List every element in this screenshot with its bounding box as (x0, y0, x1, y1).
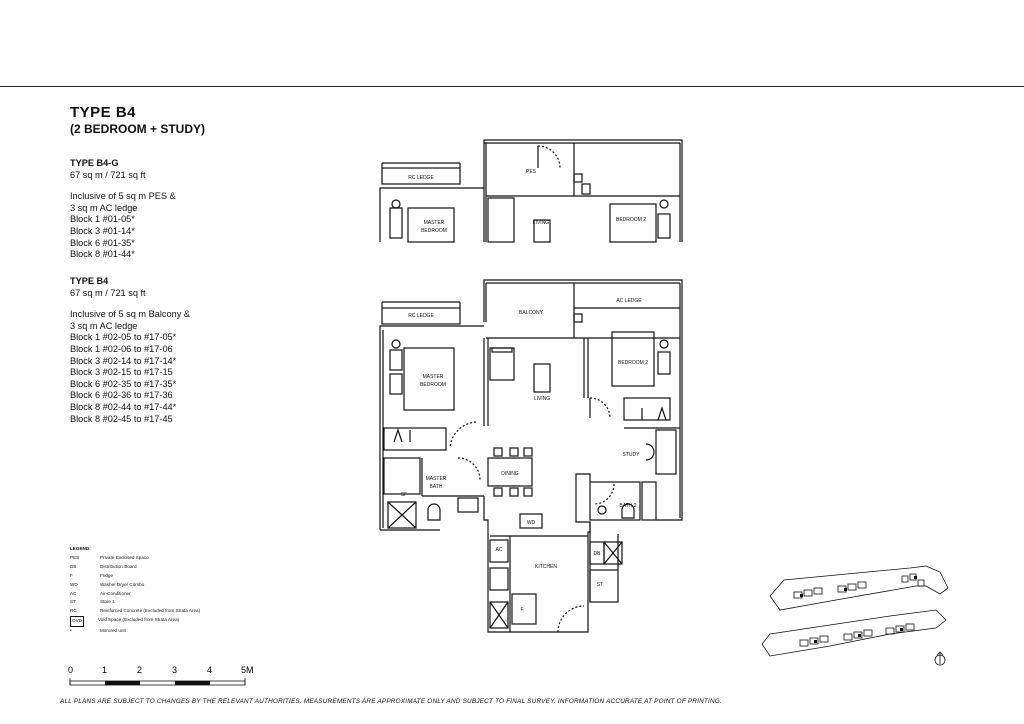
scale-bar (68, 664, 268, 694)
room-label: ST (596, 582, 604, 588)
site-key-plan (740, 560, 956, 670)
floor-plan-b4 (378, 278, 690, 634)
variant-area: 67 sq m / 721 sq ft (70, 287, 146, 298)
block-line: Block 8 #02-44 to #17-44* (70, 401, 177, 412)
legend-title: LEGEND: (70, 546, 91, 551)
legend-item: PES Private Enclosed Space (70, 554, 149, 560)
block-line: Block 1 #02-05 to #17-05* (70, 332, 177, 343)
legend-item: F Fridge (70, 572, 114, 578)
room-label: BEDROOM 2 (615, 217, 647, 223)
scale-label: 3 (172, 665, 178, 675)
room-label: WD (526, 520, 536, 526)
block-line: Block 3 #01-14* (70, 225, 135, 236)
page-title: TYPE B4 (70, 104, 137, 121)
variant-inclusive: Inclusive of 5 sq m Balcony & (70, 309, 191, 320)
variant-inclusive: 3 sq m AC ledge (70, 320, 138, 331)
floor-plan-b4g (378, 138, 690, 244)
block-line: Block 8 #01-44* (70, 249, 135, 260)
block-line: Block 1 #02-06 to #17-06 (70, 343, 173, 354)
room-label: LIVING (532, 220, 550, 226)
room-label: MASTER (425, 476, 447, 482)
room-label: MASTER (423, 220, 445, 226)
room-label: RC LEDGE (408, 175, 434, 181)
variant-inclusive: Inclusive of 5 sq m PES & (70, 191, 176, 202)
room-label: KITCHEN (535, 564, 557, 570)
room-label: PES (525, 169, 537, 175)
legend-item: ST Store 1 (70, 599, 115, 605)
block-line: Block 1 #01-05* (70, 214, 135, 225)
scale-label: 0 (68, 665, 74, 675)
legend-item: • Mirrored unit (70, 628, 126, 634)
legend-item: OVD Void Space (Excluded from Strata Area) (70, 616, 200, 627)
legend-item: WD Washer Dryer Combo (70, 581, 145, 587)
variant-name: TYPE B4-G (70, 158, 119, 168)
scale-label: 2 (137, 665, 143, 675)
page-subtitle: (2 BEDROOM + STUDY) (70, 122, 206, 136)
scale-label: 4 (207, 665, 213, 675)
room-label: MASTER (422, 374, 444, 380)
room-label: BALCONY (519, 310, 543, 316)
room-label: BEDROOM 2 (617, 360, 649, 366)
room-label: RC LEDGE (408, 313, 434, 319)
legend-item: DB Distribution Board (70, 563, 137, 569)
block-line: Block 3 #02-15 to #17-15 (70, 367, 173, 378)
legend-item: RC Reinforced Concrete (Excluded from Strata Area) (70, 608, 201, 614)
room-label: F (520, 607, 524, 613)
variant-area: 67 sq m / 721 sq ft (70, 169, 146, 180)
header-divider (0, 86, 1024, 87)
variant-b4-info (70, 276, 190, 425)
block-line: Block 3 #02-14 to #17-14* (70, 355, 177, 366)
variant-name: TYPE B4 (70, 276, 109, 286)
room-label: SF (400, 492, 408, 498)
block-line: Block 6 #01-35* (70, 237, 135, 248)
room-label: BEDROOM (421, 228, 447, 234)
block-line: Block 8 #02-45 to #17-45 (70, 413, 173, 424)
variant-inclusive: 3 sq m AC ledge (70, 202, 138, 213)
scale-label: 5M (241, 665, 254, 675)
room-label: STUDY (622, 452, 640, 458)
room-label: BEDROOM (420, 382, 446, 388)
scale-label: 1 (102, 665, 108, 675)
room-label: AC LEDGE (616, 298, 642, 304)
block-line: Block 6 #02-35 to #17-35* (70, 378, 177, 389)
room-label: BATH 2 (619, 503, 637, 509)
room-label: DB (593, 551, 601, 557)
legend (70, 545, 200, 636)
variant-b4g-info (70, 158, 176, 261)
block-line: Block 6 #02-36 to #17-36 (70, 390, 173, 401)
room-label: LIVING (533, 396, 551, 402)
room-label: DINING (501, 471, 519, 477)
legend-item: AC Air-Conditioner (70, 590, 131, 596)
room-label: AC (495, 547, 503, 553)
disclaimer: ALL PLANS ARE SUBJECT TO CHANGES BY THE RELEVANT AUTHORITIES. MEASUREMENTS ARE APPROXIMATE ONLY AND SUBJECT TO FINAL SURVEY. INFORMATION ACCURATE AT POINT OF PRINTING. (60, 698, 722, 705)
room-label: BATH (429, 484, 443, 490)
